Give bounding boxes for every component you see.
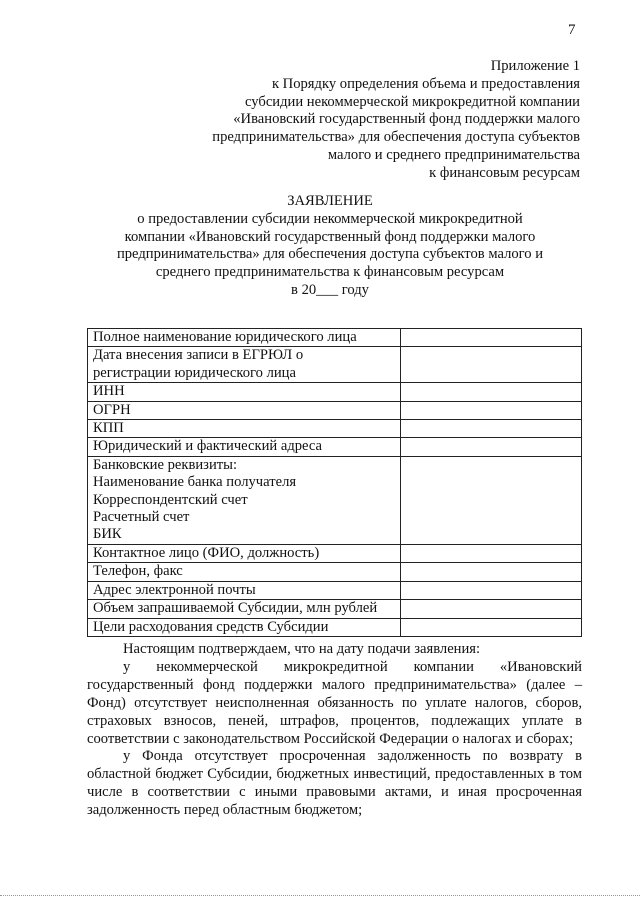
confirmation-text bbox=[87, 641, 582, 820]
label-line: БИК bbox=[93, 526, 122, 543]
row-label bbox=[88, 329, 401, 347]
label-line: Расчетный счет bbox=[93, 509, 190, 526]
label-line: Дата внесения записи в ЕГРЮЛ о bbox=[93, 347, 304, 364]
label-line: регистрации юридического лица bbox=[93, 364, 296, 381]
table-row bbox=[88, 456, 582, 544]
row-value-cell[interactable] bbox=[401, 600, 582, 618]
table-row bbox=[88, 401, 582, 419]
row-label bbox=[88, 420, 401, 438]
scan-artifact-line bbox=[0, 895, 640, 897]
title-line: компании «Ивановский государственный фонд поддержки малого bbox=[124, 228, 536, 245]
label-line: Объем запрашиваемой Субсидии, млн рублей bbox=[93, 600, 378, 617]
table-row bbox=[88, 600, 582, 618]
table-row bbox=[88, 383, 582, 401]
row-label bbox=[88, 401, 401, 419]
label-line: Телефон, факс bbox=[93, 563, 183, 580]
table-row bbox=[88, 347, 582, 383]
title-heading: ЗАЯВЛЕНИЕ bbox=[287, 193, 373, 209]
row-label bbox=[88, 581, 401, 599]
appendix-line: «Ивановский государственный фонд поддержки малого bbox=[233, 111, 580, 128]
table-row bbox=[88, 544, 582, 562]
row-value-cell[interactable] bbox=[401, 420, 582, 438]
appendix-line: Приложение 1 bbox=[490, 58, 580, 74]
row-label bbox=[88, 600, 401, 618]
appendix-line: предпринимательства» для обеспечения доступа субъектов bbox=[212, 129, 580, 146]
body-paragraph: у Фонда отсутствует просроченная задолженность по возврату в областной бюджет Субсидии, бюджетных инвестиций, предоставленных в том числе в соответствии с иными правовыми актами, и иная просроченная задолженность перед областным бюджетом; bbox=[87, 748, 582, 819]
row-label bbox=[88, 618, 401, 636]
row-value-cell[interactable] bbox=[401, 544, 582, 562]
label-line: Наименование банка получателя bbox=[93, 474, 297, 491]
appendix-line: к Порядку определения объема и предоставления bbox=[271, 75, 580, 92]
table-row bbox=[88, 581, 582, 599]
label-line: Полное наименование юридического лица bbox=[93, 329, 357, 345]
title-line: предпринимательства» для обеспечения доступа субъектов малого и bbox=[116, 246, 544, 263]
table-row bbox=[88, 563, 582, 581]
label-line: ОГРН bbox=[93, 401, 131, 418]
row-label bbox=[88, 383, 401, 401]
label-line: Цели расходования средств Субсидии bbox=[93, 618, 329, 635]
appendix-header bbox=[160, 58, 580, 183]
label-line: Контактное лицо (ФИО, должность) bbox=[93, 544, 320, 561]
row-value-cell[interactable] bbox=[401, 618, 582, 636]
row-value-cell[interactable] bbox=[401, 401, 582, 419]
row-value-cell[interactable] bbox=[401, 329, 582, 347]
appendix-line: малого и среднего предпринимательства bbox=[327, 146, 580, 163]
label-line: Корреспондентский счет bbox=[93, 491, 248, 508]
application-form-table bbox=[87, 328, 582, 637]
page-number: 7 bbox=[568, 22, 576, 38]
label-line: Адрес электронной почты bbox=[93, 581, 256, 598]
row-value-cell[interactable] bbox=[401, 581, 582, 599]
row-label bbox=[88, 438, 401, 456]
row-value-cell[interactable] bbox=[401, 383, 582, 401]
title-line: о предоставлении субсидии некоммерческой микрокредитной bbox=[137, 210, 523, 227]
row-label bbox=[88, 563, 401, 581]
title-year: в 20___ году bbox=[291, 281, 369, 298]
row-label bbox=[88, 456, 401, 544]
table-row bbox=[88, 618, 582, 636]
table-row bbox=[88, 329, 582, 347]
appendix-line: к финансовым ресурсам bbox=[429, 164, 580, 181]
row-label bbox=[88, 544, 401, 562]
row-value-cell[interactable] bbox=[401, 347, 582, 383]
row-value-cell[interactable] bbox=[401, 456, 582, 544]
label-line: Юридический и фактический адреса bbox=[93, 438, 323, 455]
label-line: ИНН bbox=[93, 383, 125, 400]
label-line: КПП bbox=[93, 420, 124, 437]
label-line: Банковские реквизиты: bbox=[93, 456, 237, 473]
intro-paragraph: Настоящим подтверждаем, что на дату подачи заявления: bbox=[123, 641, 481, 657]
appendix-line: субсидии некоммерческой микрокредитной компании bbox=[245, 93, 580, 110]
table-row bbox=[88, 438, 582, 456]
table-row bbox=[88, 420, 582, 438]
row-value-cell[interactable] bbox=[401, 563, 582, 581]
title-line: среднего предпринимательства к финансовым ресурсам bbox=[155, 264, 505, 281]
document-title bbox=[100, 193, 560, 300]
body-paragraph: у некоммерческой микрокредитной компании «Ивановский государственный фонд поддержки малого предпринимательства» (далее – Фонд) отсутствует неисполненная обязанность по уплате налогов, сборов, страховых взносов, пеней, штрафов, процентов, подлежащих уплате в соответствии с законодательством Российской Федерации о налогах и сборах; bbox=[87, 658, 582, 747]
row-label bbox=[88, 347, 401, 383]
row-value-cell[interactable] bbox=[401, 438, 582, 456]
